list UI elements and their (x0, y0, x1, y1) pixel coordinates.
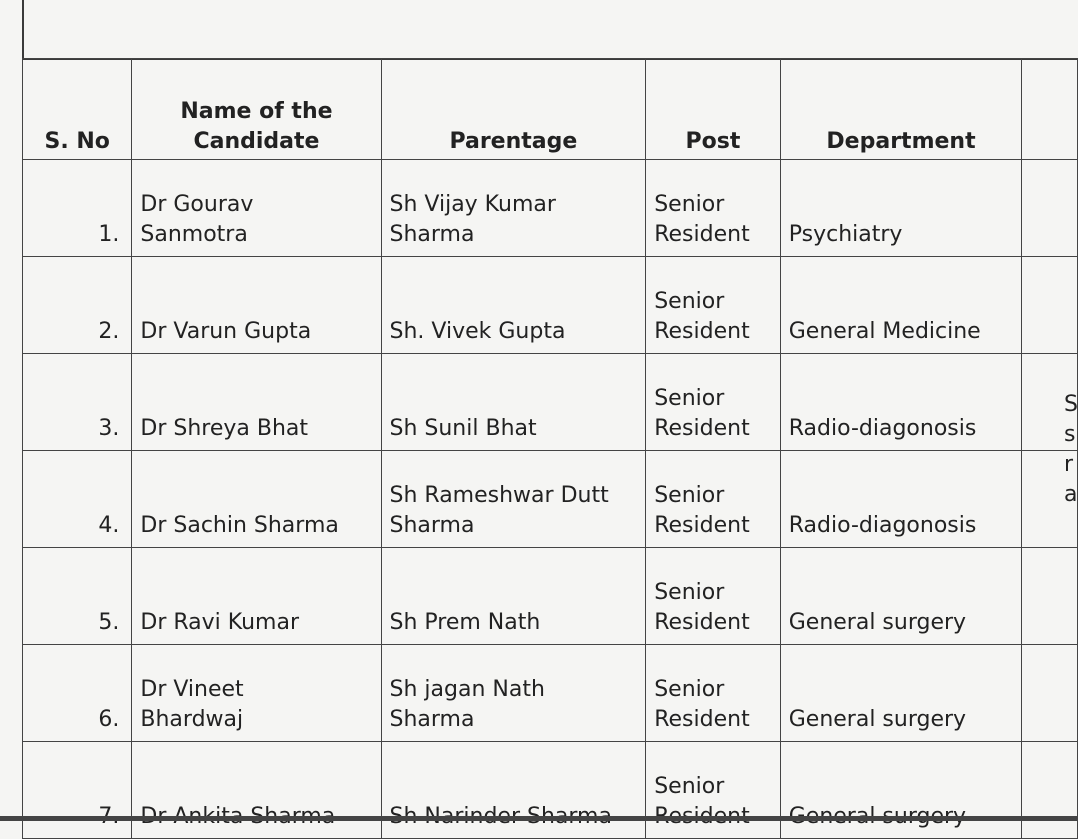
cell-post-line1: Senior (654, 677, 725, 702)
cell-name-line1: Dr Vineet (140, 677, 244, 702)
cell-name (132, 548, 381, 645)
cell-parentage (381, 160, 646, 257)
table-row (23, 451, 1078, 548)
cell-extra (1022, 257, 1078, 354)
table-row (23, 548, 1078, 645)
header-name-line2: Candidate (193, 129, 320, 154)
cell-parentage-line1: Sh Vijay Kumar (389, 192, 556, 217)
cell-sno: 4. (23, 451, 132, 548)
cell-post (646, 160, 781, 257)
cell-parentage-line1: Sh Rameshwar Dutt (389, 483, 609, 508)
cell-post-line2: Resident (654, 707, 750, 732)
header-department: Department (780, 59, 1022, 160)
cell-post-line2: Resident (654, 610, 750, 635)
cell-name-line2: Bhardwaj (140, 707, 244, 732)
header-sno: S. No (23, 59, 132, 160)
cell-parentage-line2: Sharma (389, 222, 475, 247)
cell-post-line2: Resident (654, 319, 750, 344)
cell-department: General surgery (780, 548, 1022, 645)
cell-parentage (381, 645, 646, 742)
cell-parentage (381, 257, 646, 354)
cell-sno (23, 742, 132, 839)
cell-post-line1: Senior (654, 386, 725, 411)
cell-post (646, 548, 781, 645)
header-extra (1022, 59, 1078, 160)
cell-name-line2: Dr Varun Gupta (140, 319, 312, 344)
cell-name-line2: Dr Ravi Kumar (140, 610, 300, 635)
cell-name (132, 742, 381, 839)
header-row (23, 59, 1078, 160)
header-name-line1: Name of the (180, 99, 333, 124)
cell-post (646, 645, 781, 742)
cell-name-line2: Dr Shreya Bhat (140, 416, 309, 441)
table-row (23, 257, 1078, 354)
cell-sno: 5. (23, 548, 132, 645)
cell-parentage (381, 451, 646, 548)
cell-name-line2: Sanmotra (140, 222, 248, 247)
cell-sno: 3. (23, 354, 132, 451)
table-row (23, 645, 1078, 742)
side-fragment: a (1064, 482, 1078, 507)
cell-extra (1022, 548, 1078, 645)
cell-parentage-line2: Sharma (389, 513, 475, 538)
side-fragment: r (1064, 452, 1074, 477)
cell-post (646, 354, 781, 451)
cell-name (132, 451, 381, 548)
cell-sno: 2. (23, 257, 132, 354)
cell-parentage (381, 354, 646, 451)
header-parentage: Parentage (381, 59, 646, 160)
cell-name (132, 257, 381, 354)
cell-parentage-line2: Sh. Vivek Gupta (389, 319, 566, 344)
cell-department: General Medicine (780, 257, 1022, 354)
cell-post-line1: Senior (654, 774, 725, 799)
cell-post-line1: Senior (654, 580, 725, 605)
cell-post (646, 257, 781, 354)
cell-post-line1: Senior (654, 192, 725, 217)
cell-extra (1022, 645, 1078, 742)
cell-parentage-line2: Sh Sunil Bhat (389, 416, 537, 441)
table-row (23, 742, 1078, 839)
cell-name-line2: Dr Sachin Sharma (140, 513, 339, 538)
side-fragment: S (1064, 392, 1078, 417)
table-row (23, 354, 1078, 451)
candidates-table (22, 58, 1078, 839)
header-name (132, 59, 381, 160)
cell-department: General surgery (780, 645, 1022, 742)
table-row (23, 160, 1078, 257)
cell-extra (1022, 742, 1078, 839)
cell-parentage-line1: Sh jagan Nath (389, 677, 545, 702)
cell-department: Radio-diagonosis (780, 354, 1022, 451)
cell-extra (1022, 160, 1078, 257)
cell-department (780, 742, 1022, 839)
cell-post (646, 742, 781, 839)
header-post: Post (646, 59, 781, 160)
cell-name-line1: Dr Gourav (140, 192, 254, 217)
cell-name (132, 160, 381, 257)
cell-post-line2: Resident (654, 416, 750, 441)
bottom-border (0, 816, 1078, 821)
cell-post-line1: Senior (654, 483, 725, 508)
cell-post-line2: Resident (654, 222, 750, 247)
cell-department: Radio-diagonosis (780, 451, 1022, 548)
cell-parentage-line2: Sharma (389, 707, 475, 732)
cell-department: Psychiatry (780, 160, 1022, 257)
cell-parentage (381, 742, 646, 839)
cell-sno: 6. (23, 645, 132, 742)
cell-post-line2: Resident (654, 513, 750, 538)
cell-parentage (381, 548, 646, 645)
cell-post-line1: Senior (654, 289, 725, 314)
previous-section-box (22, 0, 1078, 60)
cell-name (132, 645, 381, 742)
cell-post (646, 451, 781, 548)
cell-name (132, 354, 381, 451)
side-fragment: s (1064, 422, 1076, 447)
cell-sno: 1. (23, 160, 132, 257)
cell-parentage-line2: Sh Prem Nath (389, 610, 541, 635)
